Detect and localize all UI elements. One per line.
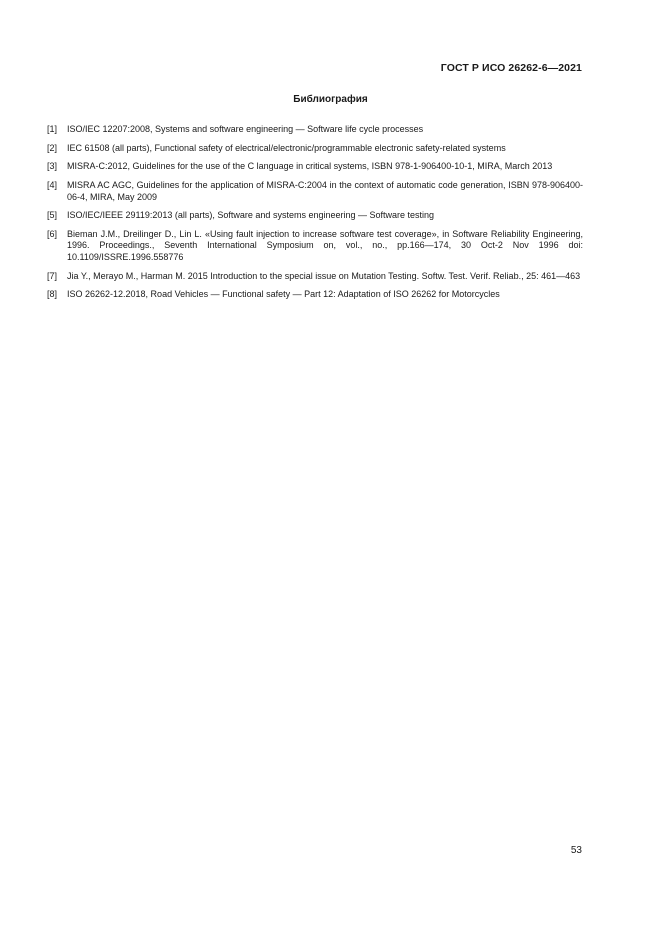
bibliography-item	[47, 229, 583, 264]
bibliography-item-number: [1]	[47, 124, 58, 134]
bibliography-item-text: IEC 61508 (all parts), Functional safety of electrical/electronic/programmable electronic safety-related systems	[67, 142, 506, 153]
page-number: 53	[570, 845, 582, 856]
bibliography-item	[47, 180, 583, 203]
bibliography-item-number: [5]	[47, 210, 58, 221]
bibliography-item-text: ISO/IEC/IEEE 29119:2013 (all parts), Software and systems engineering — Software testing	[67, 210, 435, 221]
bibliography-item-text: Bieman J.M., Dreilinger D., Lin L. «Using fault injection to increase software test coverage», in Software Reliability Engineering, 1996. Proceedings., Seventh International Symposium on, vol., no., pp.166—174, 30 Oct-2 Nov 1996 doi: 10.1109/ISSRE.1996.558776	[67, 228, 583, 262]
bibliography-item	[47, 271, 583, 283]
bibliography-item-number: [6]	[47, 228, 58, 239]
bibliography-item-text: MISRA AC AGC, Guidelines for the application of MISRA-C:2004 in the context of automatic code generation, ISBN 978-906400-06-4, MIRA, May 2009	[67, 180, 583, 202]
bibliography-item-text: ISO/IEC 12207:2008, Systems and software engineering — Software life cycle processes	[67, 124, 424, 134]
bibliography-item-text: ISO 26262-12.2018, Road Vehicles — Functional safety — Part 12: Adaptation of ISO 26262 for Motorcycles	[67, 289, 500, 300]
bibliography-item-number: [2]	[47, 142, 58, 153]
bibliography-item-text: Jia Y., Merayo M., Harman M. 2015 Introduction to the special issue on Mutation Testing. Softw. Test. Verif. Reliab., 25: 461—463	[67, 270, 581, 281]
bibliography-item-number: [3]	[47, 161, 58, 172]
document-code-header: ГОСТ Р ИСО 26262-6—2021	[440, 62, 582, 74]
bibliography-item-number: [4]	[47, 180, 58, 191]
section-title: Библиография	[293, 94, 368, 105]
bibliography-item-number: [7]	[47, 270, 58, 281]
bibliography-item	[47, 210, 583, 222]
bibliography-item-number: [8]	[47, 289, 58, 300]
bibliography-item	[47, 289, 583, 301]
bibliography-item	[47, 143, 583, 155]
bibliography-list	[47, 124, 583, 308]
bibliography-item	[47, 161, 583, 173]
bibliography-item	[47, 124, 583, 136]
bibliography-item-text: MISRA-C:2012, Guidelines for the use of the C language in critical systems, ISBN 978-1-906400-10-1, MIRA, March 2013	[67, 161, 553, 172]
